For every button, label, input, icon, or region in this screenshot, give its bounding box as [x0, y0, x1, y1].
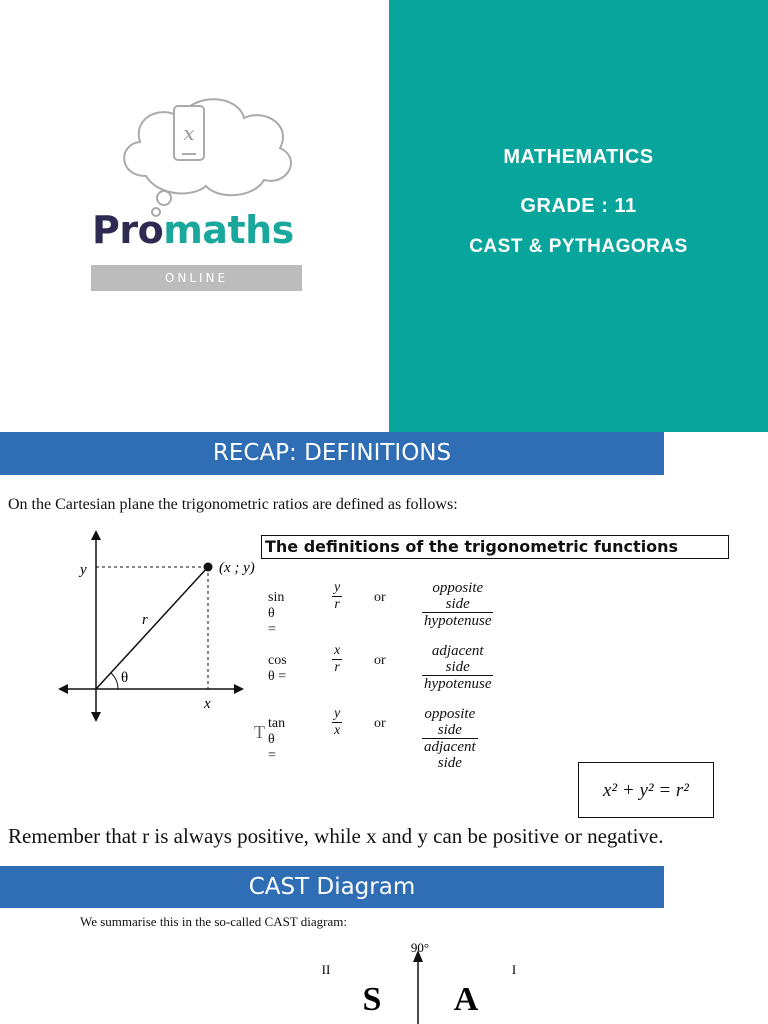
logo-word-maths: maths: [163, 208, 294, 252]
tan-fraction: $\frac{y}{x}$: [334, 706, 341, 738]
definitions-title: The definitions of the trigonometric functions: [261, 535, 729, 559]
cast-angle-90: 90°: [410, 940, 430, 955]
cast-quadrant-1: I: [511, 962, 517, 977]
sin-or: or: [374, 590, 386, 605]
cartesian-diagram: [0, 524, 260, 734]
cover-logo-panel: [0, 0, 389, 432]
logo-word-pro: Pro: [92, 208, 164, 252]
subject-title: MATHEMATICS: [503, 146, 654, 168]
stray-mark: T: [254, 722, 265, 742]
tan-word-fraction: opposite side adjacent side: [424, 706, 476, 771]
y-axis-label: y: [80, 562, 87, 578]
cos-word-fraction: adjacent side hypotenuse: [424, 643, 492, 692]
x-axis-label: x: [204, 696, 211, 712]
cast-letter-s: S: [362, 981, 382, 1018]
logo-wordmark: [92, 208, 294, 252]
cos-fraction: $\frac{x}{r}$: [334, 643, 341, 675]
topic-title: CAST & PYTHAGORAS: [469, 236, 688, 257]
cos-label: cos θ =: [268, 653, 287, 684]
sin-fraction: $\frac{y}{r}$: [334, 580, 341, 612]
cast-diagram: [0, 930, 768, 1024]
cast-heading-bar: CAST Diagram: [0, 866, 664, 908]
radius-label: r: [142, 612, 148, 628]
cos-or: or: [374, 653, 386, 668]
cover-title-panel: [389, 0, 768, 432]
recap-heading-bar: RECAP: DEFINITIONS: [0, 432, 664, 475]
angle-label: θ: [121, 670, 129, 686]
sin-word-fraction: opposite side hypotenuse: [424, 580, 492, 629]
tan-label: tan θ =: [268, 716, 286, 763]
pythagoras-formula: x² + y² = r²: [578, 762, 714, 818]
cast-intro-text: We summarise this in the so-called CAST diagram:: [80, 914, 347, 929]
remember-note: Remember that r is always positive, while x and y can be positive or negative.: [8, 824, 664, 848]
cast-quadrant-2: II: [321, 962, 331, 977]
tan-or: or: [374, 716, 386, 731]
logo-cloud-symbol: x: [183, 121, 195, 145]
logo-band-online: ONLINE: [91, 265, 302, 291]
grade-title: GRADE : 11: [520, 195, 637, 217]
point-label: (x ; y): [219, 560, 255, 576]
cast-letter-a: A: [453, 981, 479, 1018]
recap-intro-text: On the Cartesian plane the trigonometric ratios are defined as follows:: [8, 496, 458, 513]
sin-label: sin θ =: [268, 590, 285, 637]
